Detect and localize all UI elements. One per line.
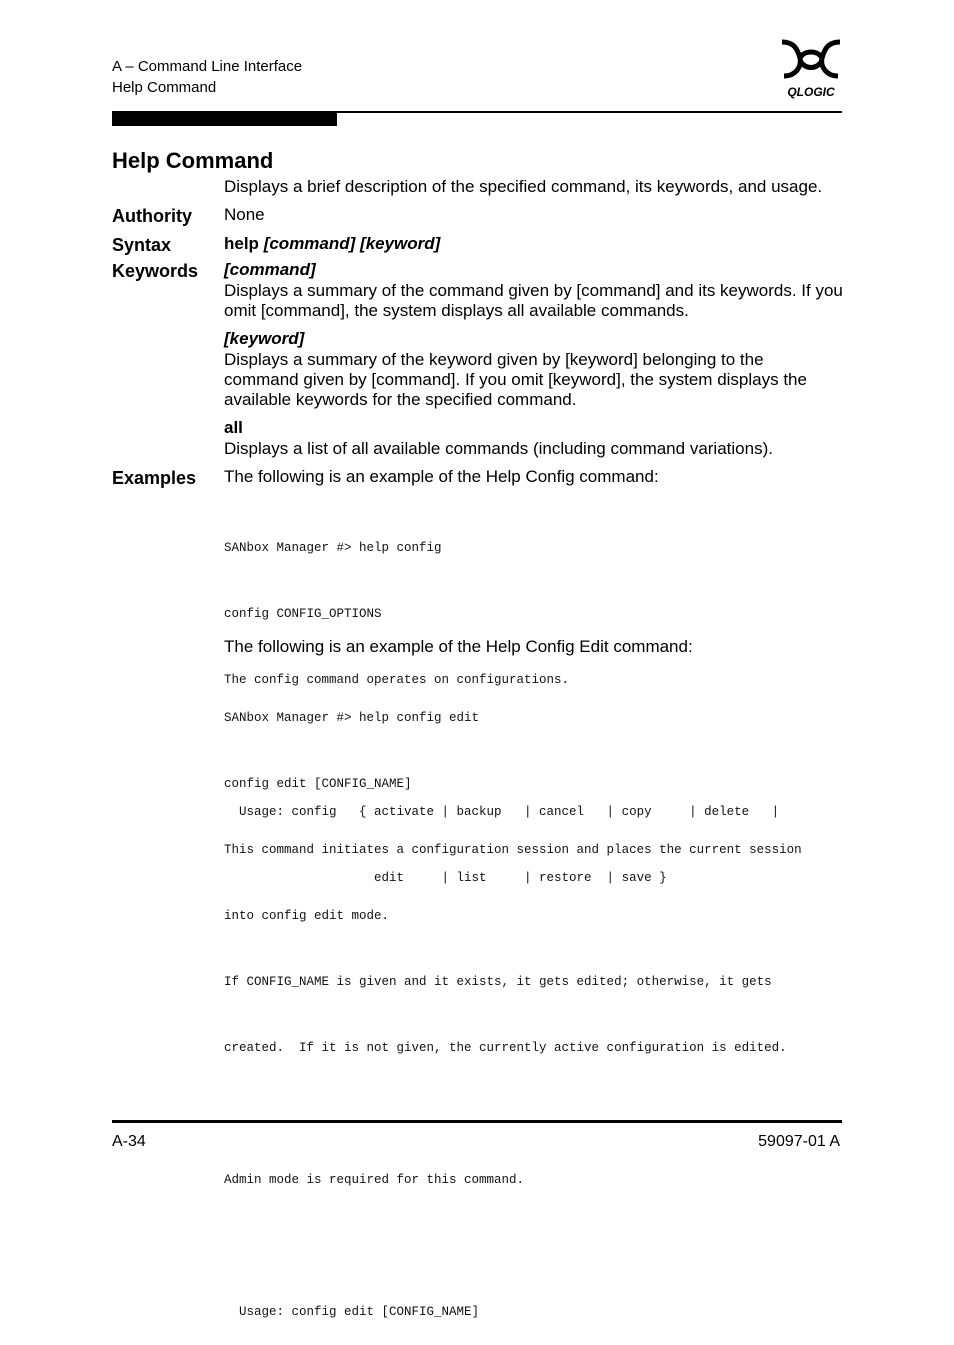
keyword-description-line: Displays a summary of the command given by [command] and its keywords. If you <box>224 281 843 300</box>
authority-label: Authority <box>112 206 192 226</box>
svg-text:QLOGIC: QLOGIC <box>787 85 835 99</box>
code-line: config edit [CONFIG_NAME] <box>224 777 412 791</box>
code-line: Usage: config { activate | backup | cancel | copy | delete | <box>224 805 780 819</box>
code-line: Usage: config edit [CONFIG_NAME] <box>224 1305 480 1319</box>
code-line: config CONFIG_OPTIONS <box>224 607 382 621</box>
document-number: 59097-01 A <box>758 1133 840 1150</box>
page-number: A-34 <box>112 1133 146 1150</box>
syntax-command: help <box>224 234 259 253</box>
keyword-description-line: Displays a summary of the keyword given by [keyword] belonging to the <box>224 350 764 369</box>
syntax-label: Syntax <box>112 235 172 255</box>
code-line: Admin mode is required for this command. <box>224 1173 525 1187</box>
code-line: The config command operates on configurations. <box>224 673 570 687</box>
keyword-name: [command] <box>224 260 316 279</box>
keyword-description-line: Displays a list of all available commands (including command variations). <box>224 439 773 458</box>
code-line: edit | list | restore | save } <box>224 871 667 885</box>
keyword-name: [keyword] <box>224 329 305 348</box>
command-description: Displays a brief description of the specified command, its keywords, and usage. <box>224 177 823 196</box>
keyword-name: all <box>224 418 243 437</box>
code-example-help-config-edit <box>224 663 802 1345</box>
page-title: Help Command <box>112 148 274 173</box>
syntax-arguments: [command] [keyword] <box>263 234 441 253</box>
footer-rule <box>112 1120 842 1123</box>
keyword-description-line: omit [command], the system displays all available commands. <box>224 301 689 320</box>
code-line: SANbox Manager #> help config edit <box>224 711 480 725</box>
code-line: created. If it is not given, the currently active configuration is edited. <box>224 1041 787 1055</box>
code-line <box>224 1235 802 1257</box>
authority-value: None <box>224 205 265 224</box>
example-intro: The following is an example of the Help Config command: <box>224 467 659 486</box>
qlogic-logo <box>778 38 844 100</box>
running-header-section: Help Command <box>112 79 217 96</box>
header-tab-bar <box>112 113 337 126</box>
syntax-line <box>224 234 440 254</box>
code-line: SANbox Manager #> help config <box>224 541 442 555</box>
example-intro: The following is an example of the Help Config Edit command: <box>224 637 693 656</box>
running-header-chapter: A – Command Line Interface <box>112 58 303 75</box>
keywords-label: Keywords <box>112 261 199 281</box>
code-line: If CONFIG_NAME is given and it exists, it gets edited; otherwise, it gets <box>224 975 772 989</box>
examples-label: Examples <box>112 468 197 488</box>
code-line: into config edit mode. <box>224 909 390 923</box>
keyword-description-line: available keywords for the specified command. <box>224 390 577 409</box>
code-line: This command initiates a configuration session and places the current session <box>224 843 802 857</box>
keyword-description-line: command given by [command]. If you omit [keyword], the system displays the <box>224 370 807 389</box>
